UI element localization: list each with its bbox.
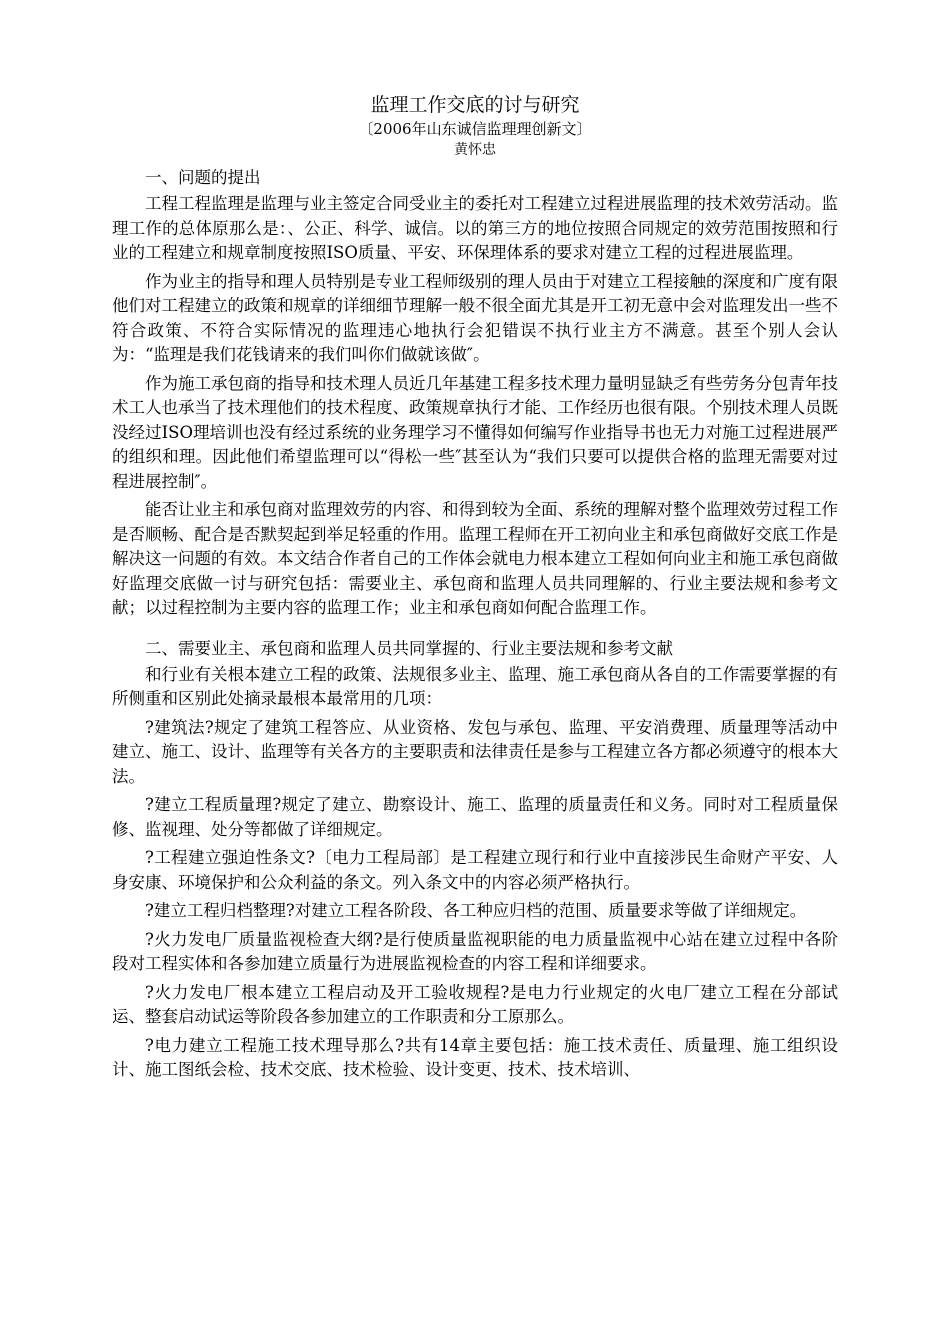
paragraph: ?电力建立工程施工技术理导那么?共有14章主要包括：施工技术责任、质量理、施工组织设计、施工图纸会检、技术交底、技术检验、设计变更、技术、技术培训、	[112, 1035, 838, 1079]
paragraph: ?火力发电厂根本建立工程启动及开工验收规程?是电力行业规定的火电厂建立工程在分部试运、整套启动试运等阶段各参加建立的工作职责和分工原那么。	[112, 982, 838, 1026]
paragraph: 作为业主的指导和理人员特别是专业工程师级别的理人员由于对建立工程接触的深度和广度有限他们对工程建立的政策和规章的详细细节理解一般不很全面尤其是开工初无意中会对监理发出一些不符合政策、不符合实际情况的监理违心地执行会犯错误不执行业主方不满意。甚至个别人会认为：“监理是我们花钱请来的我们叫你们做就该做″。	[112, 271, 838, 364]
paragraph: 工程工程监理是监理与业主签定合同受业主的委托对工程建立过程进展监理的技术效劳活动。监理工作的总体原那么是：、公正、科学、诚信。以的第三方的地位按照合同规定的效劳范围按照和行业的工程建立和规章制度按照ISO质量、平安、环保理体系的要求对建立工程的过程进展监理。	[112, 194, 838, 262]
document-page	[112, 92, 838, 1087]
section-heading-2: 二、需要业主、承包商和监理人员共同掌握的、行业主要法规和参考文献	[145, 638, 673, 658]
section-heading-1: 一、问题的提出	[145, 168, 261, 187]
document-subtitle: 〔2006年山东诚信监理理创新文〕	[358, 120, 592, 138]
paragraph: ?火力发电厂质量监视检查大纲?是行使质量监视职能的电力质量监视中心站在建立过程中各阶段对工程实体和各参加建立质量行为进展监视检查的内容工程和详细要求。	[112, 929, 838, 973]
paragraph: 能否让业主和承包商对监理效劳的内容、和得到较为全面、系统的理解对整个监理效劳过程工作是否顺畅、配合是否默契起到举足轻重的作用。监理工程师在开工初向业主和承包商做好交底工作是解决这一问题的有效。本文结合作者自己的工作体会就电力根本建立工程如何向业主和施工承包商做好监理交底做一讨与研究包括：需要业主、承包商和监理人员共同理解的、行业主要法规和参考文献；以过程控制为主要内容的监理工作；业主和承包商如何配合监理工作。	[112, 500, 838, 617]
paragraph: ?工程建立强迫性条文?〔电力工程局部〕是工程建立现行和行业中直接涉民生命财产平安、人身安康、环境保护和公众利益的条文。列入条文中的内容必须严格执行。	[112, 848, 838, 892]
paragraph: ?建筑法?规定了建筑工程答应、从业资格、发包与承包、监理、平安消费理、质量理等活动中建立、施工、设计、监理等有关各方的主要职责和法律责任是参与工程建立各方都必须遵守的根本大法。	[112, 717, 838, 786]
paragraph: 和行业有关根本建立工程的政策、法规很多业主、监理、施工承包商从各自的工作需要掌握的有所侧重和区别此处摘录最根本最常用的几项：	[112, 664, 838, 708]
document-title: 监理工作交底的讨与研究	[370, 94, 580, 116]
paragraph: ?建立工程归档整理?对建立工程各阶段、各工种应归档的范围、质量要求等做了详细规定。	[145, 901, 807, 920]
paragraph: ?建立工程质量理?规定了建立、勘察设计、施工、监理的质量责任和义务。同时对工程质量保修、监视理、处分等都做了详细规定。	[112, 795, 838, 839]
paragraph: 作为施工承包商的指导和技术理人员近几年基建工程多技术理力量明显缺乏有些劳务分包青年技术工人也承当了技术理他们的技术程度、政策规章执行才能、工作经历也很有限。个别技术理人员既没经过ISO理培训也没有经过系统的业务理学习不懂得如何编写作业指导书也无力对施工过程进展严的组织和理。因此他们希望监理可以“得松一些″甚至认为“我们只要可以提供合格的监理无需要对过程进展控制″。	[112, 373, 838, 491]
document-author: 黄怀忠	[454, 142, 496, 158]
